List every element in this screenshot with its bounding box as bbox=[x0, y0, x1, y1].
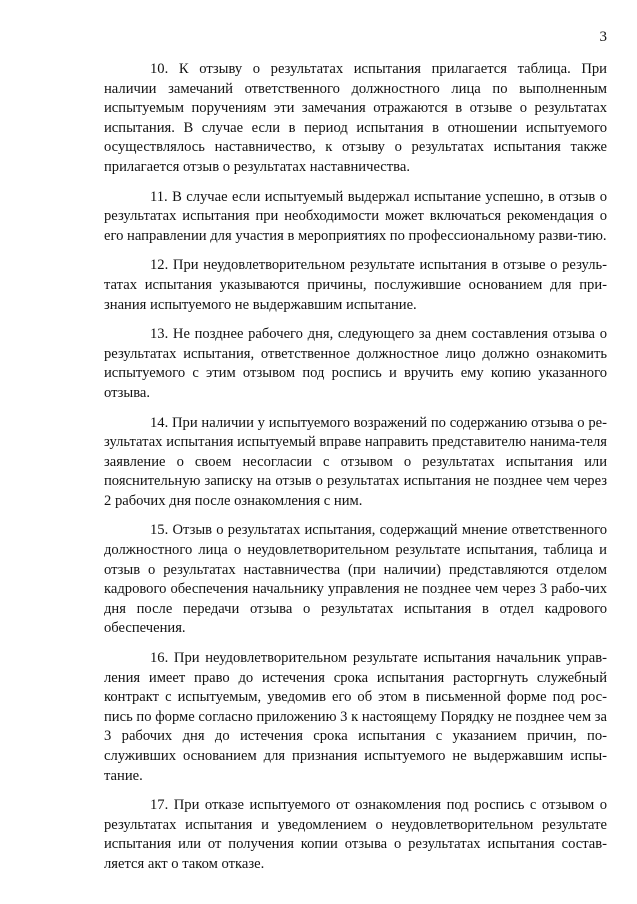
paragraph-17: 17. При отказе испытуемого от ознакомления под роспись с отзывом о результатах испытания и уведомлением о неудовлетворительном результате испытания или от получения копии отзыва о результатах испытания состав-ляется акт о таком отказе. bbox=[104, 797, 607, 872]
paragraph-16: 16. При неудовлетворительном результате испытания начальник управ-ления имеет право до истечения срока испытания расторгнуть служебный контракт с испытуемым, уведомив его об этом в письменной форме под рос-пись по форме согласно приложению 3 к настоящему Порядку не позднее чем за 3 рабочих дня до истечения срока испытания с указанием причин, по-служивших основанием для признания испытуемого не выдержавшим испы-тание. bbox=[104, 650, 607, 784]
paragraph-14: 14. При наличии у испытуемого возражений по содержанию отзыва о ре-зультатах испытания испытуемый вправе направить представителю нанима-теля заявление о своем несогласии с отзывом о результатах испытания или пояснительную записку на отзыв о результатах испытания не позднее чем через 2 рабочих дня после ознакомления с ним. bbox=[104, 414, 607, 509]
paragraph-10: 10. К отзыву о результатах испытания прилагается таблица. При наличии замечаний ответственного должностного лица по выполненным испытуемым поручениям эти замечания отражаются в отзыве о результатах испытания. В случае если в период испытания в отношении испытуемого осуществлялось наставничество, к отзыву о результатах испытания также прилагается отзыв о результатах наставничества. bbox=[104, 61, 607, 175]
page-number: 3 bbox=[599, 29, 607, 45]
paragraph-12: 12. При неудовлетворительном результате испытания в отзыве о резуль-татах испытания указываются причины, послужившие основанием для при-знания испытуемого не выдержавшим испытание. bbox=[104, 257, 607, 313]
paragraph-11: 11. В случае если испытуемый выдержал испытание успешно, в отзыв о результатах испытания при необходимости может включаться рекомендация о его направлении для участия в мероприятиях по профессиональному разви-тию. bbox=[104, 188, 607, 244]
document-body bbox=[104, 60, 607, 885]
paragraph-13: 13. Не позднее рабочего дня, следующего за днем составления отзыва о результатах испытания, ответственное должностное лицо должно ознакомить испытуемого с этим отзывом под роспись и вручить ему копию указанного отзыва. bbox=[104, 326, 607, 401]
paragraph-15: 15. Отзыв о результатах испытания, содержащий мнение ответственного должностного лица о неудовлетворительном результате испытания, таблица и отзыв о результатах наставничества (при наличии) представляются отделом кадрового обеспечения начальнику управления не позднее чем через 3 рабо-чих дня после передачи отзыва о результатах испытания в отдел кадрового обеспечения. bbox=[104, 522, 607, 637]
